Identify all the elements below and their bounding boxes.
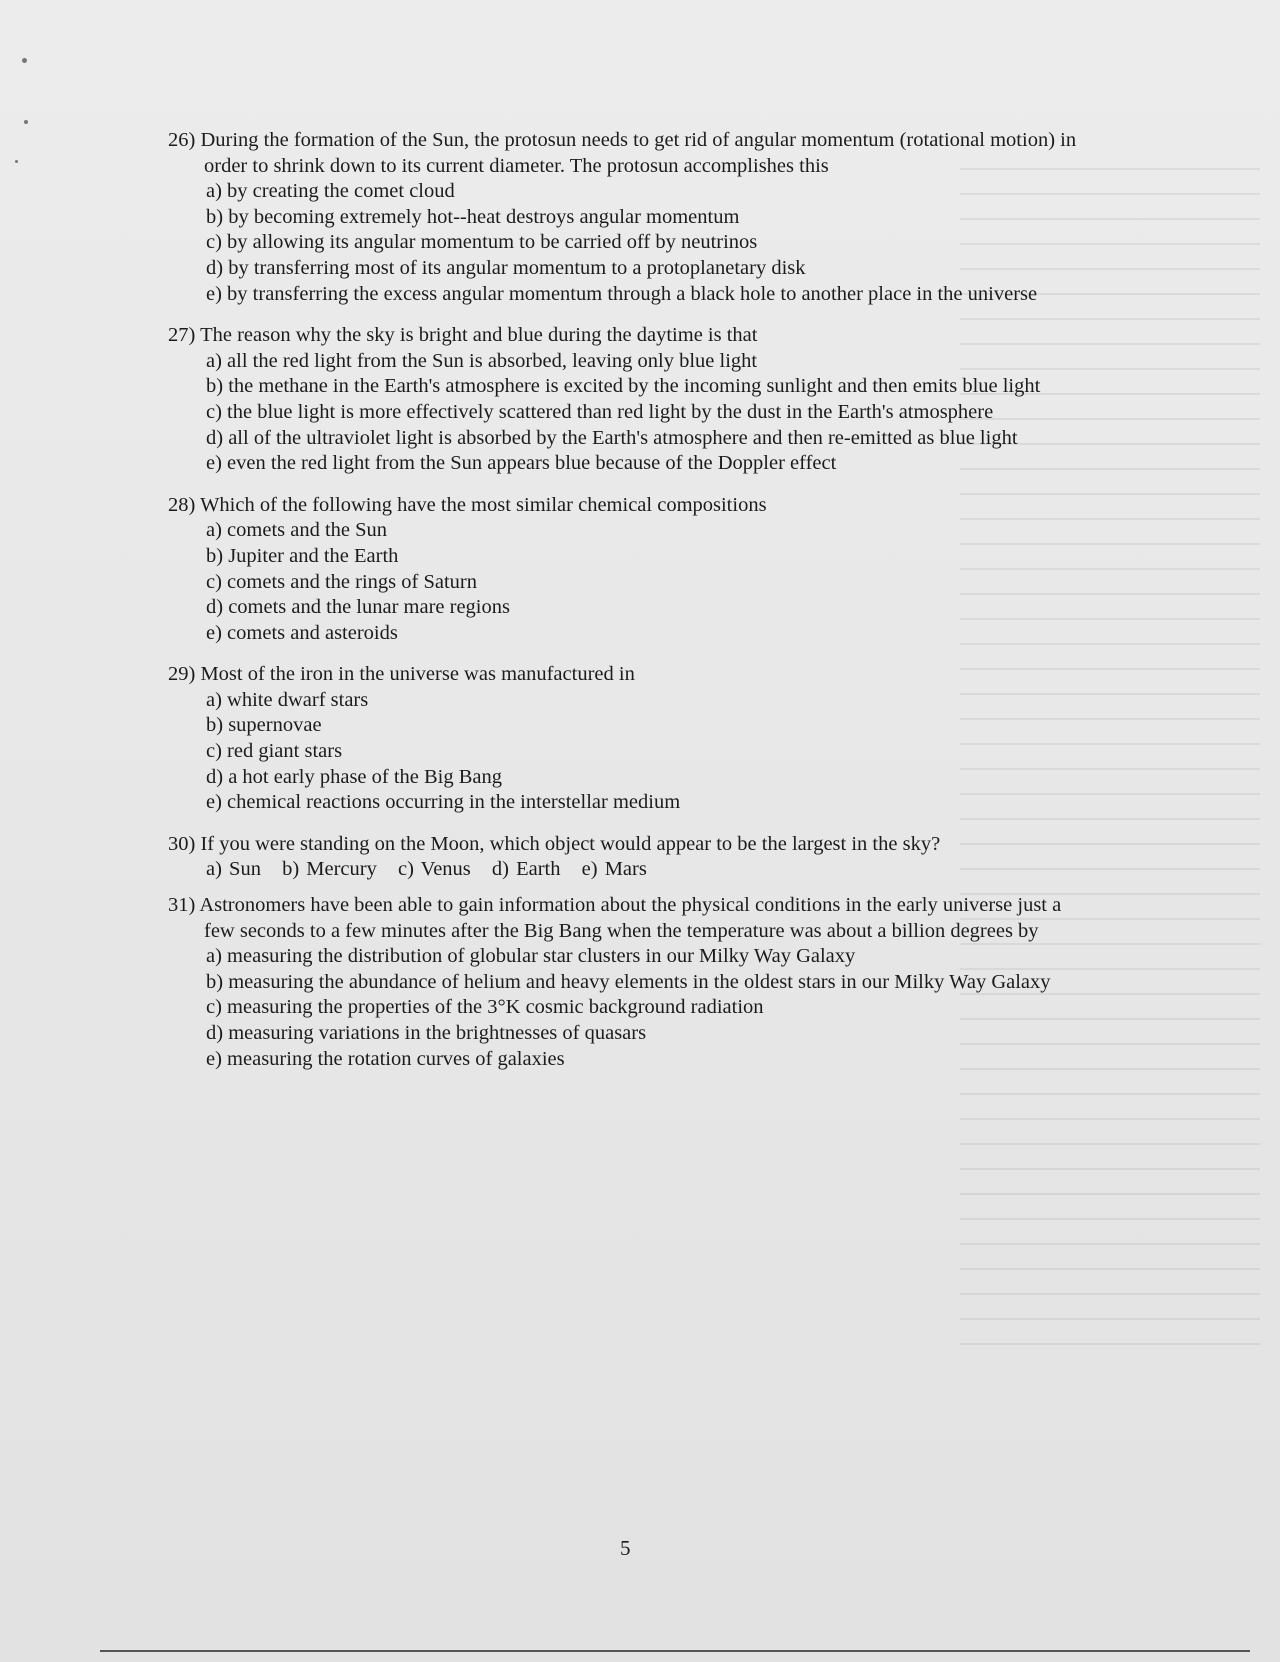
- option-list: [168, 944, 1088, 1072]
- page-edge-line: [100, 1650, 1250, 1652]
- option-e: e) comets and asteroids: [206, 621, 398, 644]
- option-b: b) the methane in the Earth's atmosphere is excited by the incoming sunlight and then emits blue light: [206, 375, 1041, 398]
- question-stem: 28) Which of the following have the most similar chemical compositions: [168, 493, 767, 516]
- scan-speck: [22, 58, 27, 63]
- option-a: a) measuring the distribution of globular star clusters in our Milky Way Galaxy: [206, 945, 856, 968]
- option-e: e) measuring the rotation curves of galaxies: [206, 1047, 565, 1070]
- option-d: d) by transferring most of its angular momentum to a protoplanetary disk: [206, 256, 806, 279]
- question-28: [168, 493, 1088, 647]
- option-c: c) comets and the rings of Saturn: [206, 570, 477, 593]
- option-c: c) red giant stars: [206, 740, 343, 763]
- question-31: [168, 893, 1088, 1072]
- option-list: [168, 349, 1088, 477]
- option-b: b) by becoming extremely hot--heat destroys angular momentum: [206, 205, 740, 228]
- option-c: c) Venus: [397, 858, 471, 881]
- question-list: [168, 128, 1088, 1088]
- question-stem: 29) Most of the iron in the universe was manufactured in: [168, 663, 635, 686]
- scan-speck: [24, 120, 28, 124]
- option-c: c) by allowing its angular momentum to be carried off by neutrinos: [206, 231, 758, 254]
- question-stem: 31) Astronomers have been able to gain information about the physical conditions in the early universe just a few seconds to a few minutes after the Big Bang when the temperature was about a billion degrees by: [168, 894, 1062, 942]
- page-number: 5: [620, 1536, 631, 1560]
- option-d: d) comets and the lunar mare regions: [206, 596, 510, 619]
- question-27: [168, 323, 1088, 477]
- option-b: b) measuring the abundance of helium and heavy elements in the oldest stars in our Milky Way Galaxy: [206, 970, 1051, 993]
- question-30: [168, 832, 1088, 883]
- question-stem: 27) The reason why the sky is bright and blue during the daytime is that: [168, 324, 758, 347]
- option-d: d) all of the ultraviolet light is absorbed by the Earth's atmosphere and then re-emitted as blue light: [206, 426, 1018, 449]
- scan-speck: [15, 160, 18, 163]
- option-e: e) Mars: [581, 858, 647, 881]
- question-stem: 26) During the formation of the Sun, the protosun needs to get rid of angular momentum (rotational motion) in order to shrink down to its current diameter. The protosun accomplishes this: [168, 129, 1077, 177]
- option-row: [168, 857, 1088, 883]
- option-b: b) Mercury: [282, 858, 377, 881]
- option-a: a) Sun: [206, 858, 261, 881]
- option-c: c) the blue light is more effectively scattered than red light by the dust in the Earth's atmosphere: [206, 400, 994, 423]
- option-list: [168, 688, 1088, 816]
- question-stem: 30) If you were standing on the Moon, which object would appear to be the largest in the sky?: [168, 832, 941, 855]
- option-a: a) white dwarf stars: [206, 688, 369, 711]
- option-b: b) supernovae: [206, 714, 322, 737]
- option-list: [168, 179, 1088, 307]
- option-b: b) Jupiter and the Earth: [206, 544, 399, 567]
- option-d: d) measuring variations in the brightnesses of quasars: [206, 1022, 647, 1044]
- option-e: e) by transferring the excess angular momentum through a black hole to another place in the universe: [206, 282, 1038, 305]
- option-d: d) Earth: [491, 858, 561, 881]
- question-26: [168, 128, 1088, 307]
- option-c: c) measuring the properties of the 3°K cosmic background radiation: [206, 996, 764, 1019]
- option-a: a) comets and the Sun: [206, 519, 388, 542]
- option-a: a) all the red light from the Sun is absorbed, leaving only blue light: [206, 349, 758, 372]
- option-e: e) even the red light from the Sun appears blue because of the Doppler effect: [206, 452, 837, 475]
- question-29: [168, 662, 1088, 816]
- option-list: [168, 518, 1088, 646]
- option-d: d) a hot early phase of the Big Bang: [206, 765, 503, 788]
- option-a: a) by creating the comet cloud: [206, 180, 455, 203]
- option-e: e) chemical reactions occurring in the interstellar medium: [206, 791, 681, 814]
